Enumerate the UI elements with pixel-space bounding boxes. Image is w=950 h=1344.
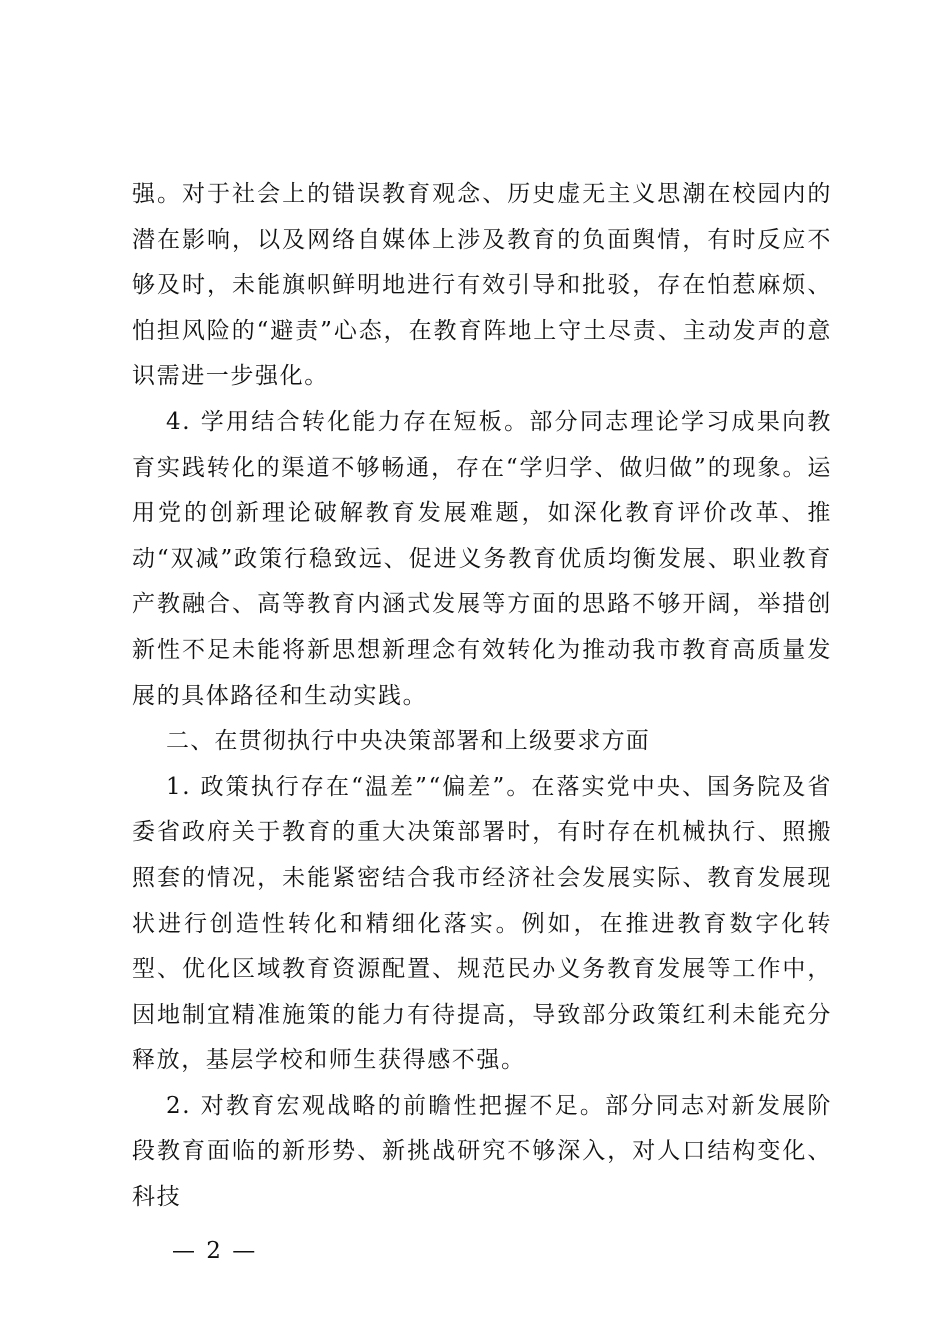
section-heading-2: 二、在贯彻执行中央决策部署和上级要求方面 (166, 728, 650, 755)
paragraph-item-4: 4. 学用结合转化能力存在短板。部分同志理论学习成果向教育实践转化的渠道不够畅通，存在“学归学、做归做”的现象。运用党的创新理论破解教育发展难题，如深化教育评价改革、推动“双减”政策行稳致远、促进义务教育优质均衡发展、职业教育产教融合、高等教育内涵式发展等方面的思路不够开阔，举措创新性不足未能将新思想新理念有效转化为推动我市教育高质量发展的具体路径和生动实践。 (132, 408, 832, 709)
paragraph-item-1: 1. 政策执行存在“温差”“偏差”。在落实党中央、国务院及省委省政府关于教育的重大决策部署时，有时存在机械执行、照搬照套的情况，未能紧密结合我市经济社会发展实际、教育发展现状进行创造性转化和精细化落实。例如，在推进教育数字化转型、优化区域教育资源配置、规范民办义务教育发展等工作中，因地制宜精准施策的能力有待提高，导致部分政策红利未能充分释放，基层学校和师生获得感不强。 (132, 773, 832, 1074)
paragraph-continuation: 强。对于社会上的错误教育观念、历史虚无主义思潮在校园内的潜在影响，以及网络自媒体上涉及教育的负面舆情，有时反应不够及时，未能旗帜鲜明地进行有效引导和批驳，存在怕惹麻烦、怕担风险的“避责”心态，在教育阵地上守土尽责、主动发声的意识需进一步强化。 (132, 181, 832, 390)
document-body (132, 172, 832, 1221)
page-number: — 2 — (172, 1238, 258, 1264)
paragraph-item-2: 2. 对教育宏观战略的前瞻性把握不足。部分同志对新发展阶段教育面临的新形势、新挑战研究不够深入，对人口结构变化、科技 (132, 1092, 832, 1211)
